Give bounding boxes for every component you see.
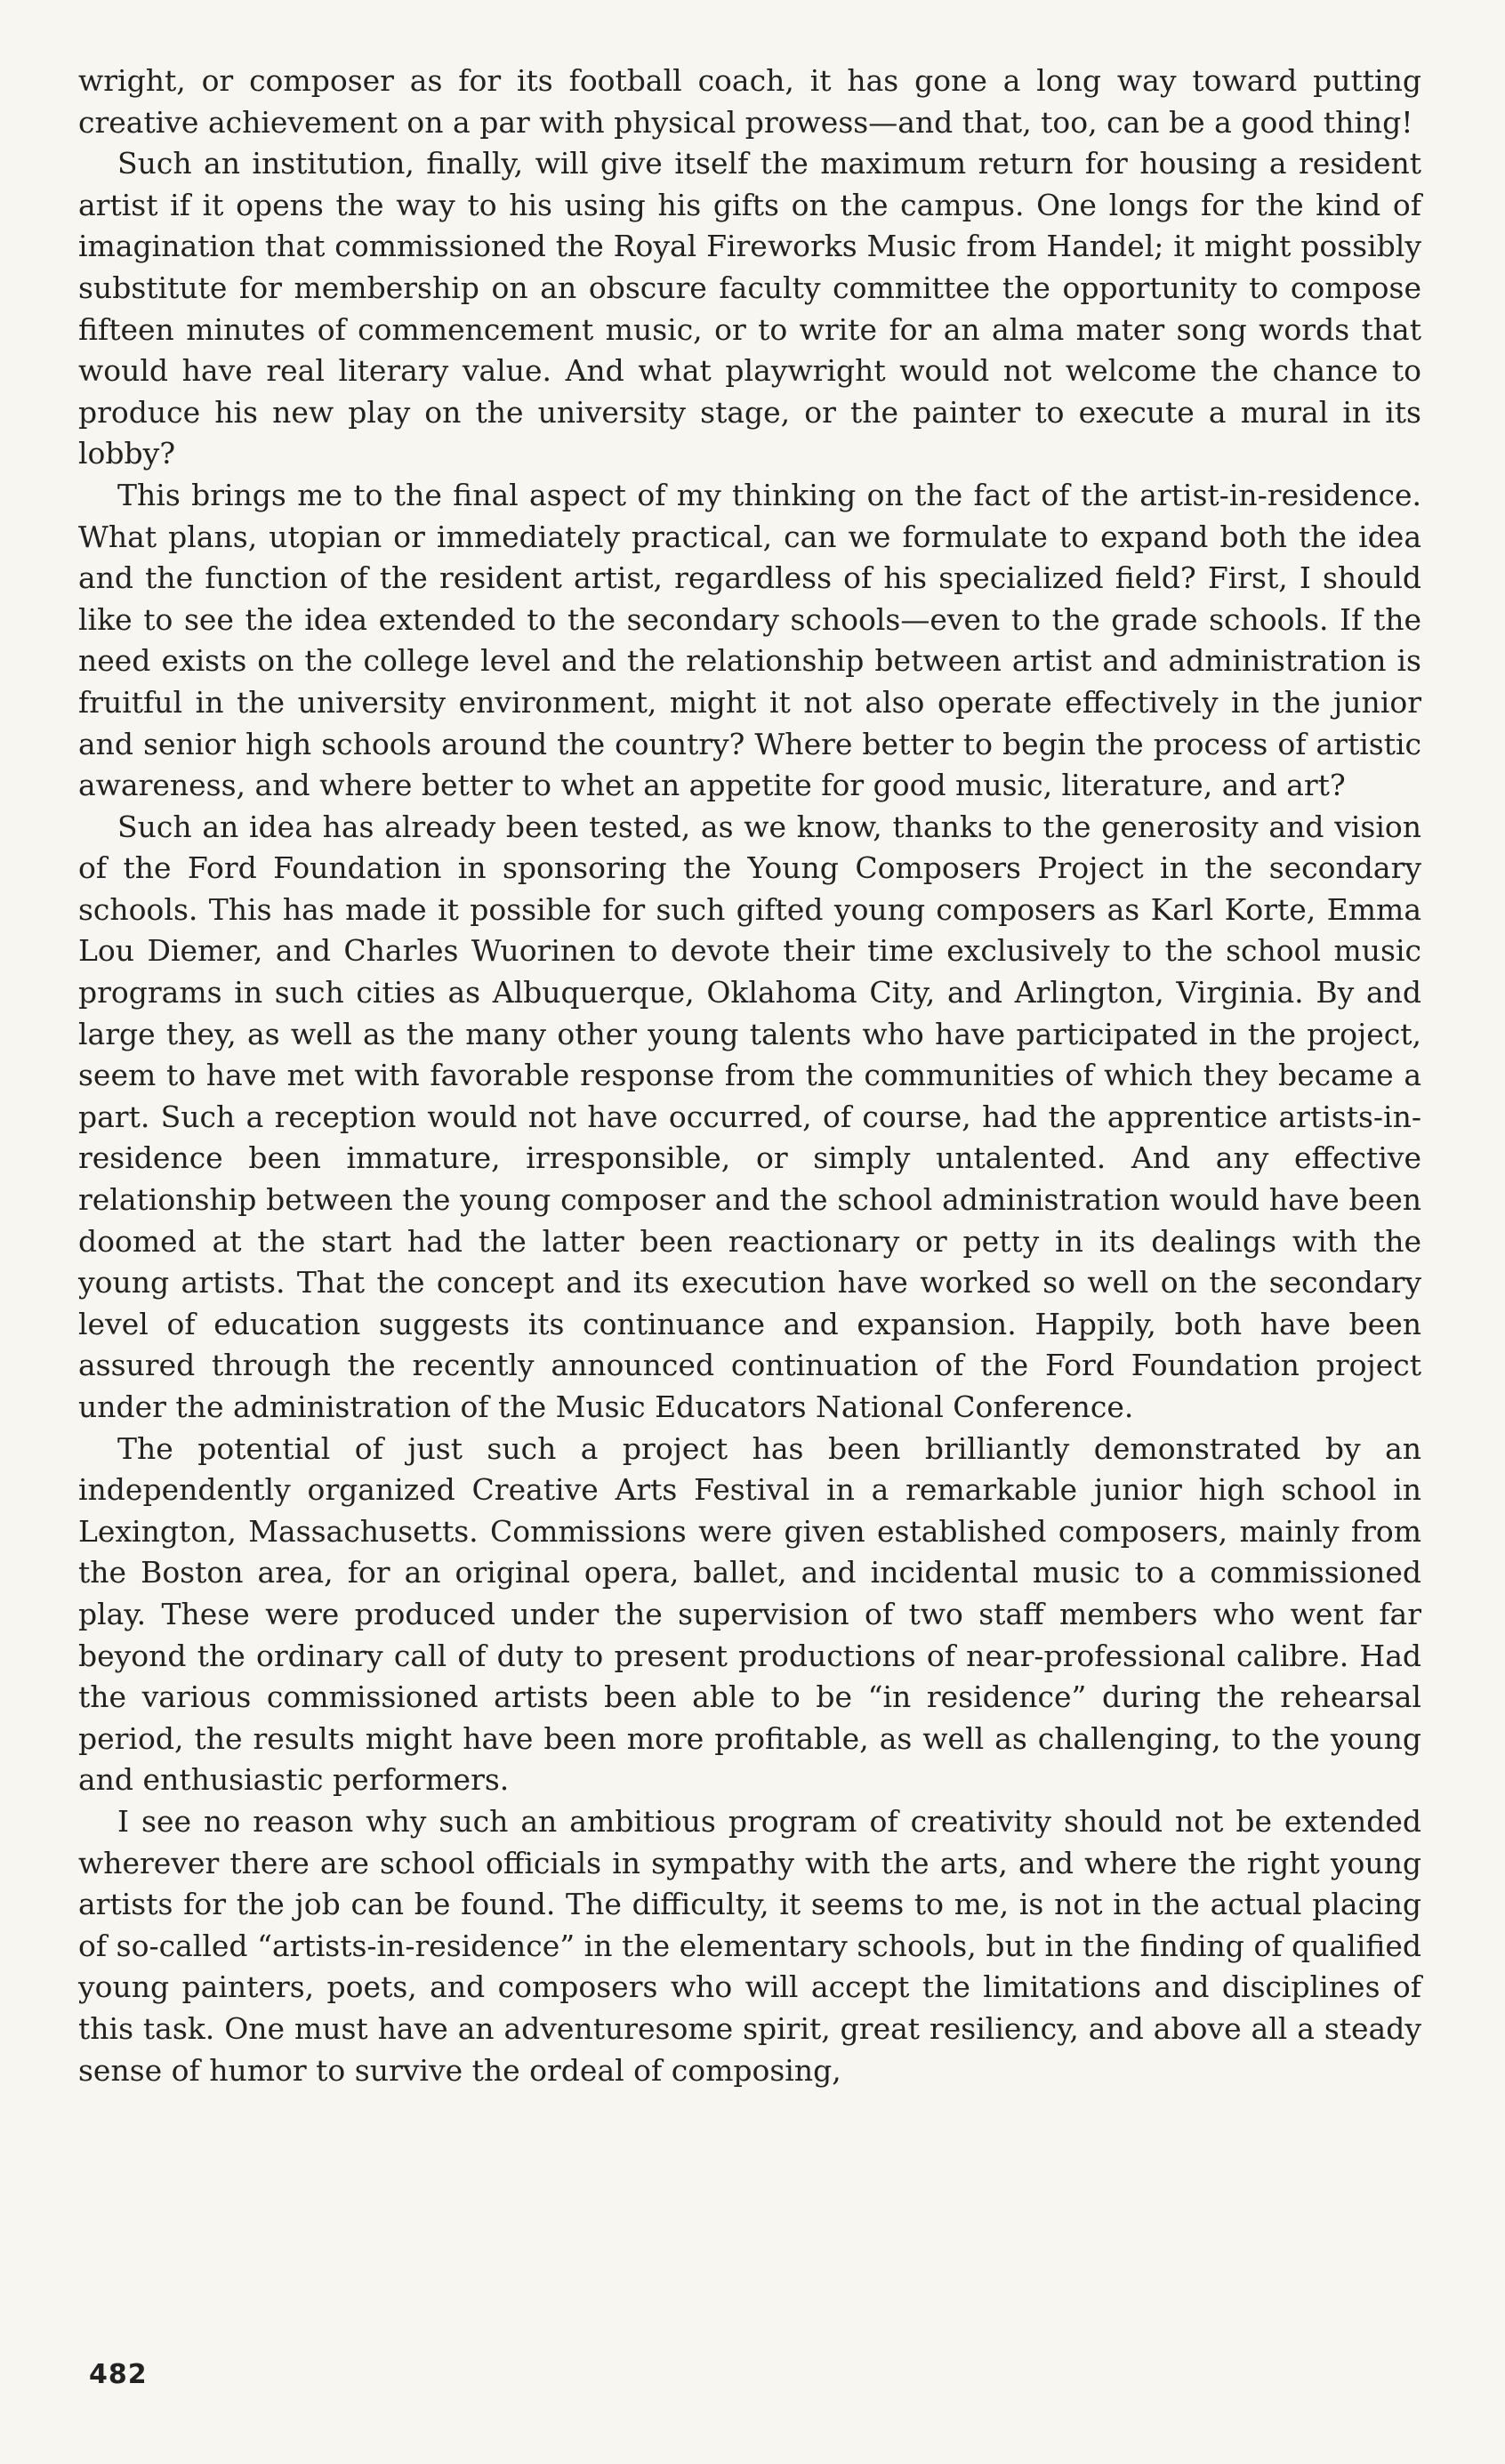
body-text — [78, 60, 1421, 2091]
paragraph-resident-artist-campus: Such an institution, finally, will give itself the maximum return for housing a resident artist if it opens the way to his using his gifts on the campus. One longs for the kind of imagination that commissioned the Royal Fireworks Music from Handel; it might possibly substitute for membership on an obscure faculty committee the opportunity to compose fifteen minutes of commencement music, or to write for an alma mater song words that would have real literary value. And what playwright would not welcome the chance to produce his new play on the university stage, or the painter to execute a mural in its lobby? — [78, 146, 1421, 471]
paragraph-continued: wright, or composer as for its football coach, it has gone a long way toward putting creative achievement on a par with physical prowess—and that, too, can be a good thing! — [78, 63, 1421, 140]
paragraph-final-aspect: This brings me to the final aspect of my thinking on the fact of the artist-in-residence. What plans, utopian or immediately practical, can we formulate to expand both the idea and the function of the resident artist, regardless of his specialized field? First, I should like to see the idea extended to the secondary schools—even to the grade schools. If the need exists on the college level and the relationship between artist and administration is fruitful in the university environment, might it not also operate effectively in the junior and senior high schools around the country? Where better to begin the process of artistic awareness, and where better to whet an appetite for good music, literature, and art? — [78, 477, 1421, 803]
paragraph-ambitious-program: I see no reason why such an ambitious program of creativity should not be extended wherever there are school officials in sympathy with the arts, and where the right young artists for the job can be found. The difficulty, it seems to me, is not in the actual placing of so-called “artists-in-residence” in the elementary schools, but in the finding of qualified young painters, poets, and composers who will accept the limitations and disciplines of this task. One must have an adventuresome spirit, great resiliency, and above all a steady sense of humor to survive the ordeal of composing, — [78, 1803, 1421, 2088]
paragraph-ford-foundation: Such an idea has already been tested, as we know, thanks to the generosity and vision of the Ford Foundation in sponsoring the Young Composers Project in the secondary schools. This has made it possible for such gifted young composers as Karl Korte, Emma Lou Diemer, and Charles Wuorinen to devote their time exclusively to the school music programs in such cities as Albuquerque, Oklahoma City, and Arlington, Virginia. By and large they, as well as the many other young talents who have participated in the project, seem to have met with favorable response from the communities of which they became a part. Such a reception would not have occurred, of course, had the apprentice artists-in-residence been immature, irresponsible, or simply untalented. And any effective relationship between the young composer and the school administration would have been doomed at the start had the latter been reactionary or petty in its dealings with the young artists. That the concept and its execution have worked so well on the secondary level of education suggests its continuance and expansion. Happily, both have been assured through the recently announced continuation of the Ford Foundation project under the administration of the Music Educators National Conference. — [78, 809, 1421, 1424]
paragraph-lexington-festival: The potential of just such a project has been brilliantly demonstrated by an independently organized Creative Arts Festival in a remarkable junior high school in Lexington, Massachusetts. Commissions were given established composers, mainly from the Boston area, for an original opera, ballet, and incidental music to a commissioned play. These were produced under the supervision of two staff members who went far beyond the ordinary call of duty to present productions of near-professional calibre. Had the various commissioned artists been able to be “in residence” during the rehearsal period, the results might have been more profitable, as well as challenging, to the young and enthusiastic performers. — [78, 1430, 1421, 1798]
page-number: 482 — [89, 2359, 148, 2390]
